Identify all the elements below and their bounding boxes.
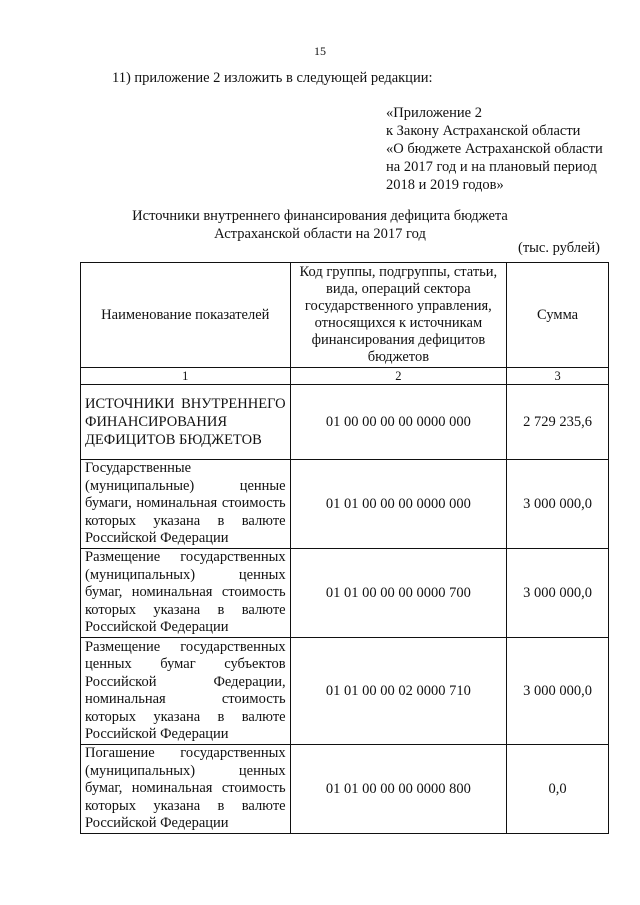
table-row: [81, 385, 609, 460]
row-name: Погашение государственных (муниципальных) ценных бумаг, номинальная стоимость которых указана в валюте Российской Федерации: [81, 745, 291, 834]
appendix-line: 2018 и 2019 годов»: [386, 177, 504, 193]
column-number: 1: [81, 368, 291, 385]
row-sum: 3 000 000,0: [507, 638, 609, 745]
row-name: Размещение государственных ценных бумаг субъектов Российской Федерации, номинальная стоимость которых указана в валюте Российской Федерации: [81, 638, 291, 745]
row-code: 01 00 00 00 00 0000 000: [290, 385, 507, 460]
row-name: Государственные (муниципальные) ценные бумаги, номинальная стоимость которых указана в валюте Российской Федерации: [81, 460, 291, 549]
header-name: Наименование показателей: [81, 263, 291, 368]
appendix-heading: [386, 104, 603, 194]
amendment-intro: 11) приложение 2 изложить в следующей редакции:: [112, 70, 433, 86]
title-line: Астраханской области на 2017 год: [214, 226, 426, 242]
units-label: (тыс. рублей): [518, 240, 600, 256]
row-sum: 0,0: [507, 745, 609, 834]
appendix-line: к Закону Астраханской области: [386, 123, 581, 139]
row-sum: 3 000 000,0: [507, 549, 609, 638]
table-row: [81, 460, 609, 549]
table-header-row: [81, 263, 609, 368]
row-code: 01 01 00 00 00 0000 000: [290, 460, 507, 549]
row-sum: 2 729 235,6: [507, 385, 609, 460]
page-number: 15: [314, 44, 326, 58]
row-code: 01 01 00 00 00 0000 700: [290, 549, 507, 638]
appendix-line: «Приложение 2: [386, 105, 482, 121]
column-number: 2: [290, 368, 507, 385]
title-line: Источники внутреннего финансирования дефицита бюджета: [132, 208, 508, 224]
header-sum: Сумма: [507, 263, 609, 368]
header-code: Код группы, подгруппы, статьи, вида, операций сектора государственного управления, относящихся к источникам финансирования дефицитов бюджетов: [290, 263, 507, 368]
table-row: [81, 745, 609, 834]
column-numbers-row: [81, 368, 609, 385]
row-sum: 3 000 000,0: [507, 460, 609, 549]
row-name: ИСТОЧНИКИ ВНУТРЕННЕГО ФИНАНСИРОВАНИЯ ДЕФИЦИТОВ БЮДЖЕТОВ: [81, 385, 291, 460]
appendix-line: на 2017 год и на плановый период: [386, 159, 597, 175]
financing-sources-table: [80, 262, 609, 834]
column-number: 3: [507, 368, 609, 385]
row-name: Размещение государственных (муниципальных) ценных бумаг, номинальная стоимость которых указана в валюте Российской Федерации: [81, 549, 291, 638]
appendix-line: «О бюджете Астраханской области: [386, 141, 603, 157]
table-row: [81, 549, 609, 638]
row-code: 01 01 00 00 02 0000 710: [290, 638, 507, 745]
table-row: [81, 638, 609, 745]
row-code: 01 01 00 00 00 0000 800: [290, 745, 507, 834]
document-title: [0, 207, 640, 243]
